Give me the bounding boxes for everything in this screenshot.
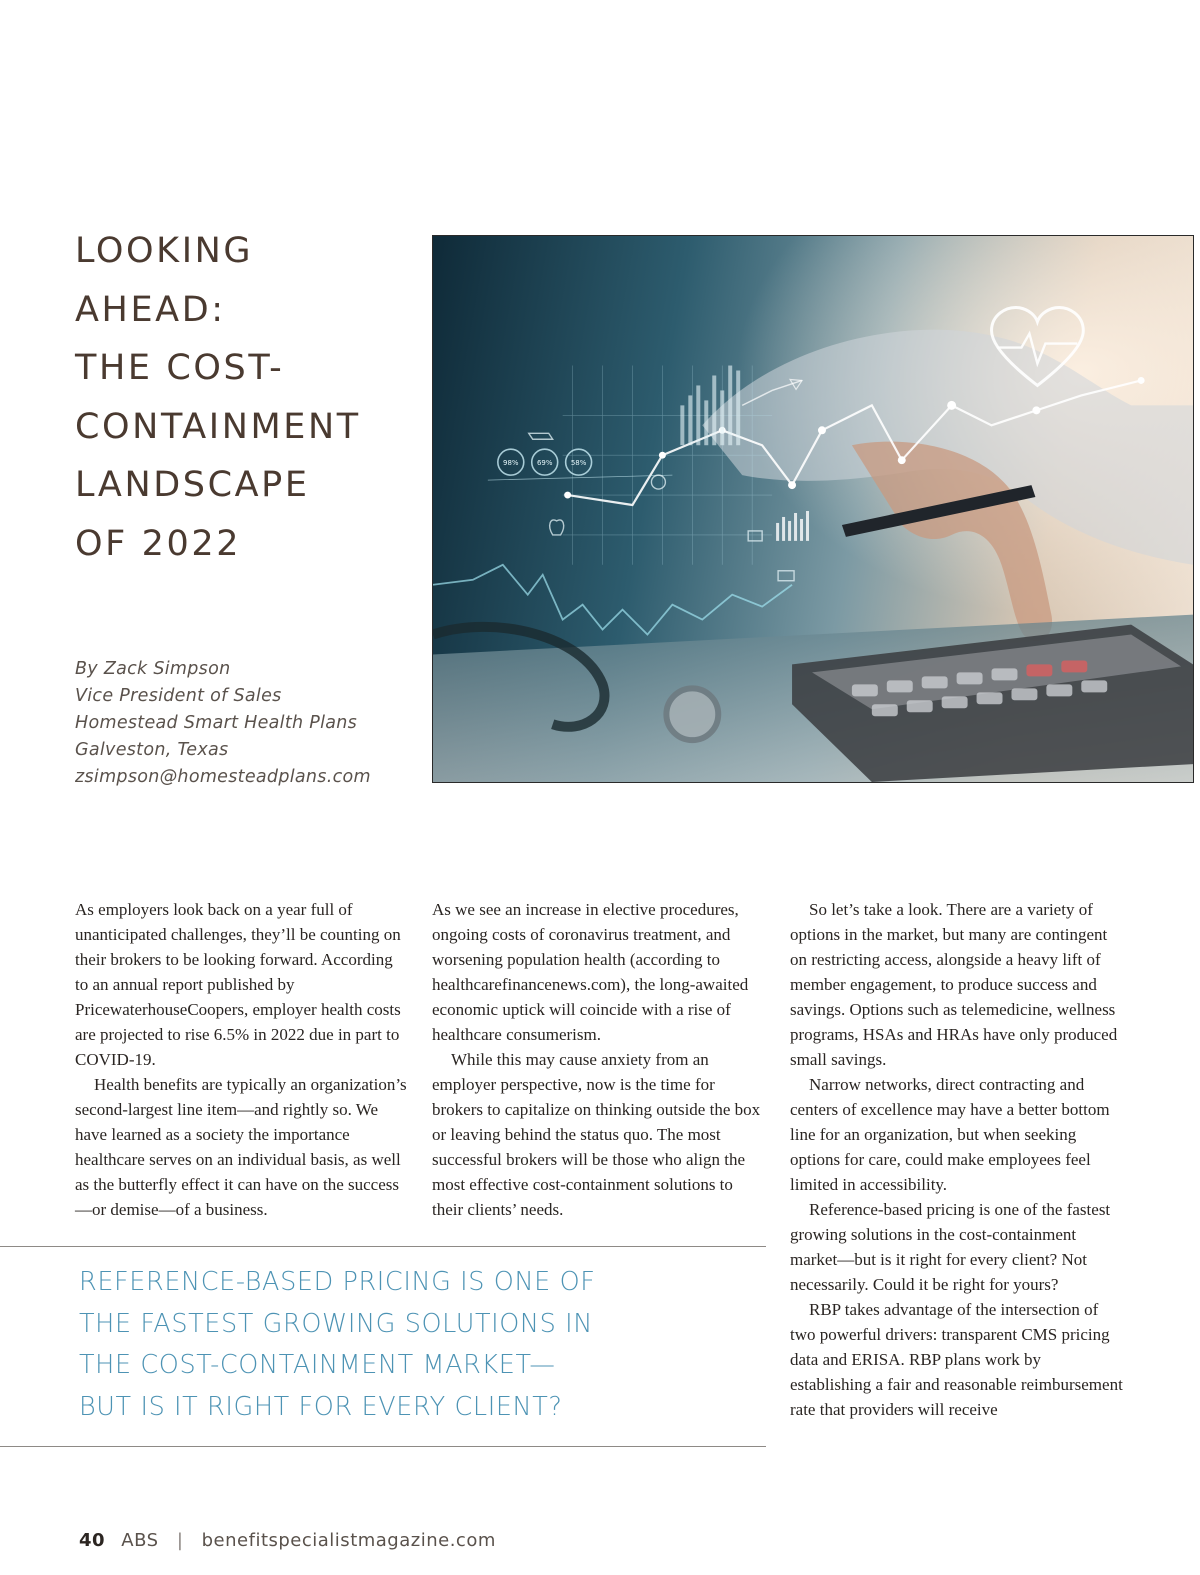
paragraph: So let’s take a look. There are a variety of options in the market, but many are contingent on restricting access, alongside a heavy lift of member engagement, to produce success and savings. Options such as telemedicine, wellness programs, HSAs and HRAs have only produced small savings. xyxy=(790,900,1118,1069)
pull-quote-line: REFERENCE-BASED PRICING IS ONE OF xyxy=(79,1267,596,1297)
paragraph: Reference-based pricing is one of the fastest growing solutions in the cost-containment market—but is it right for every client? Not necessarily. Could it be right for yours? xyxy=(790,1200,1111,1294)
pull-quote-bottom-rule xyxy=(0,1446,766,1447)
author-role: Vice President of Sales xyxy=(75,686,282,706)
paragraph: As we see an increase in elective procedures, ongoing costs of coronavirus treatment, and worsening population health (according to healthcarefinancenews.com), the long-awaited economic uptick will coincide with a rise of healthcare consumerism. xyxy=(432,900,749,1044)
paragraph: Health benefits are typically an organization’s second-largest line item—and rightly so. We have learned as a society the importance healthcare serves on an individual basis, as well as the butterfly effect it can have on the success—or demise—of a business. xyxy=(75,1075,407,1219)
title-line: LANDSCAPE xyxy=(75,465,310,505)
title-line: OF 2022 xyxy=(75,523,242,564)
title-line: AHEAD: xyxy=(75,289,226,330)
website-link[interactable]: benefitspecialistmagazine.com xyxy=(201,1530,496,1551)
publication-name: ABS xyxy=(121,1530,159,1551)
author-email: zsimpson@homesteadplans.com xyxy=(75,767,371,787)
title-line: LOOKING xyxy=(75,231,254,271)
author-company: Homestead Smart Health Plans xyxy=(75,713,358,733)
page-footer xyxy=(79,1530,496,1551)
page-number: 40 xyxy=(79,1530,106,1551)
author-location: Galveston, Texas xyxy=(75,740,229,760)
gauge-label: 69% xyxy=(536,459,553,468)
healthcare-finance-photo xyxy=(433,236,1193,782)
paragraph: As employers look back on a year full of unanticipated challenges, they’ll be counting on their brokers to be looking forward. According to an annual report published by PricewaterhouseCoopers, employer health costs are projected to rise 6.5% in 2022 due in part to COVID-19. xyxy=(75,900,401,1069)
footer-separator: | xyxy=(176,1530,184,1551)
gauge-label: 98% xyxy=(503,459,519,468)
article-column-2 xyxy=(432,897,762,1222)
pull-quote xyxy=(79,1262,759,1428)
hero-image xyxy=(432,235,1194,783)
article-title xyxy=(75,222,415,573)
article-column-3 xyxy=(790,897,1125,1422)
title-line: THE COST- xyxy=(75,348,285,388)
author-byline xyxy=(75,656,415,791)
pull-quote-line: BUT IS IT RIGHT FOR EVERY CLIENT? xyxy=(79,1391,563,1422)
pull-quote-line: THE FASTEST GROWING SOLUTIONS IN xyxy=(79,1308,593,1339)
pull-quote-top-rule xyxy=(0,1246,766,1247)
gauge-label: 58% xyxy=(570,459,587,468)
paragraph: RBP takes advantage of the intersection of two powerful drivers: transparent CMS pricing data and ERISA. RBP plans work by establishing a fair and reasonable reimbursement rate that providers will receive xyxy=(790,1300,1123,1419)
pull-quote-line: THE COST-CONTAINMENT MARKET— xyxy=(79,1350,556,1380)
paragraph: While this may cause anxiety from an employer perspective, now is the time for brokers to capitalize on thinking outside the box or leaving behind the status quo. The most successful brokers will be those who align the most effective cost-containment solutions to their clients’ needs. xyxy=(432,1050,761,1219)
paragraph: Narrow networks, direct contracting and centers of excellence may have a better bottom line for an organization, but when seeking options for care, could make employees feel limited in accessibility. xyxy=(790,1075,1110,1194)
article-column-1 xyxy=(75,897,407,1222)
author-name: By Zack Simpson xyxy=(75,659,231,679)
title-line: CONTAINMENT xyxy=(75,406,361,447)
